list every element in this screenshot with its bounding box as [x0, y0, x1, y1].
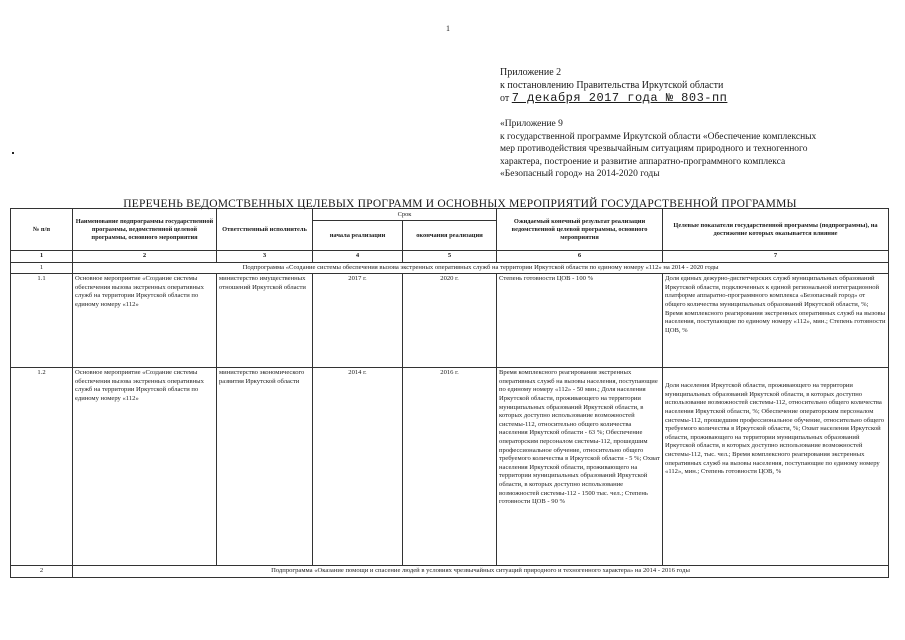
row2-end: 2016 г. [403, 368, 497, 566]
col-number-4: 4 [313, 251, 403, 263]
row2-name: Основное мероприятие «Создание системы обеспечения вызова экстренных оперативных служб на территории Иркутской области по единому номеру «112» [73, 368, 217, 566]
row1-start: 2017 г. [313, 274, 403, 368]
header-name: Наименование подпрограммы государственной программы, ведомственной целевой программы, основного мероприятия [73, 209, 217, 251]
row1-end: 2020 г. [403, 274, 497, 368]
programs-table [10, 208, 889, 578]
appendix-line2: к постановлению Правительства Иркутской области [500, 80, 724, 91]
appendix-date-prefix: от [500, 93, 510, 104]
header-indicators: Целевые показатели государственной программы (подпрограммы), на достижение которых оказывается влияние [663, 209, 889, 251]
row1-name: Основное мероприятие «Создание системы обеспечения вызова экстренных оперативных служб на территории Иркутской области по единому номеру «112» [73, 274, 217, 368]
col-number-1: 1 [11, 251, 73, 263]
appendix9-header [500, 118, 880, 181]
row2-start: 2014 г. [313, 368, 403, 566]
page-number: 1 [446, 24, 450, 33]
subprogram1-title: Подпрограмма «Создание системы обеспечения вызова экстренных оперативных служб на территории Иркутской области по единому номеру «112» на 2014 - 2020 годы [73, 262, 889, 274]
header-num: № п/п [11, 209, 73, 251]
header-term: Срок [313, 209, 497, 221]
col-number-5: 5 [403, 251, 497, 263]
header-start: начала реализации [313, 221, 403, 251]
row1-indicators: Доля единых дежурно-диспетчерских служб муниципальных образований Иркутской области, подключенных к единой региональной интеграционной платформе аппаратно-программного комплекса «Безопасный город» от общего количества муниципальных образований Иркутской области, %; Время комплексного реагирования экстренных оперативных служб на вызовы населения, поступающие по единому номеру «112», мин.; Степень готовности ЦОВ, % [663, 274, 889, 368]
table-row [11, 274, 889, 368]
row1-result: Степень готовности ЦОВ - 100 % [497, 274, 663, 368]
header-end: окончания реализации [403, 221, 497, 251]
col-number-3: 3 [217, 251, 313, 263]
row2-indicators: Доля населения Иркутской области, проживающего на территории муниципальных образований Иркутской области, в которых доступно использование возможностей системы-112, относительно общего количества населения Иркутской области, %; Обеспечение операторским персоналом системы-112, прошедшим профессиональное обучение, относительно общего требуемого количества в Иркутской области, %; Охват населения Иркутской области, проживающего на территории муниципальных образований Иркутской области, в которых доступно использование возможностей системы-112, тыс. чел.; Время комплексного реагирования экстренных оперативных служб на вызовы населения, поступающие по единому номеру «112», мин.; Степень готовности ЦОВ, % [663, 368, 889, 566]
row1-executor: министерство имущественных отношений Иркутской области [217, 274, 313, 368]
appendix-header [500, 66, 880, 105]
appendix-date [500, 92, 880, 105]
scan-speck [12, 152, 14, 154]
row2-executor: министерство экономического развития Иркутской области [217, 368, 313, 566]
subprogram1-num: 1 [11, 262, 73, 274]
row1-num: 1.1 [11, 274, 73, 368]
appendix9-line4: характера, построение и развитие аппаратно-программного комплекса [500, 156, 786, 167]
header-result: Ожидаемый конечный результат реализации ведомственной целевой программы, основного мероприятия [497, 209, 663, 251]
appendix-line1: Приложение 2 [500, 67, 562, 78]
table-row [11, 368, 889, 566]
col-number-7: 7 [663, 251, 889, 263]
appendix9-line3: мер противодействия чрезвычайным ситуациям природного и техногенного [500, 144, 808, 154]
subprogram2-num: 2 [11, 566, 73, 578]
appendix9-line5: «Безопасный город» на 2014-2020 годы [500, 169, 660, 179]
subprogram2-title: Подпрограмма «Оказание помощи и спасение людей в условиях чрезвычайных ситуаций природного и техногенного характера» на 2014 - 2016 годы [73, 566, 889, 578]
row2-num: 1.2 [11, 368, 73, 566]
col-number-6: 6 [497, 251, 663, 263]
col-number-2: 2 [73, 251, 217, 263]
appendix9-line2: к государственной программе Иркутской области «Обеспечение комплексных [500, 131, 817, 142]
document-title: ПЕРЕЧЕНЬ ВЕДОМСТВЕННЫХ ЦЕЛЕВЫХ ПРОГРАММ И ОСНОВНЫХ МЕРОПРИЯТИЙ ГОСУДАРСТВЕННОЙ ПРОГРАММЫ [123, 198, 797, 210]
row2-result: Время комплексного реагирования экстренных оперативных служб на вызовы населения, поступающие по единому номеру «112» - 50 мин.; Доля населения Иркутской области, проживающего на территории муниципальных образований Иркутской области, в которых доступно использование возможностей системы-112, относительно общего количества населения Иркутской области - 63 %; Обеспечение операторским персоналом системы-112, прошедшим профессиональное обучение, относительно общего требуемого количества в Иркутской области - 5 %; Охват населения Иркутской области, проживающего на территории муниципальных образований Иркутской области, в которых доступно использование возможностей системы-112 - 1500 тыс. чел.; Степень готовности ЦОВ - 90 % [497, 368, 663, 566]
appendix9-line1: «Приложение 9 [500, 119, 563, 129]
header-executor: Ответственный исполнитель [217, 209, 313, 251]
appendix-date-number: 7 декабря 2017 года № 803-пп [511, 91, 728, 105]
